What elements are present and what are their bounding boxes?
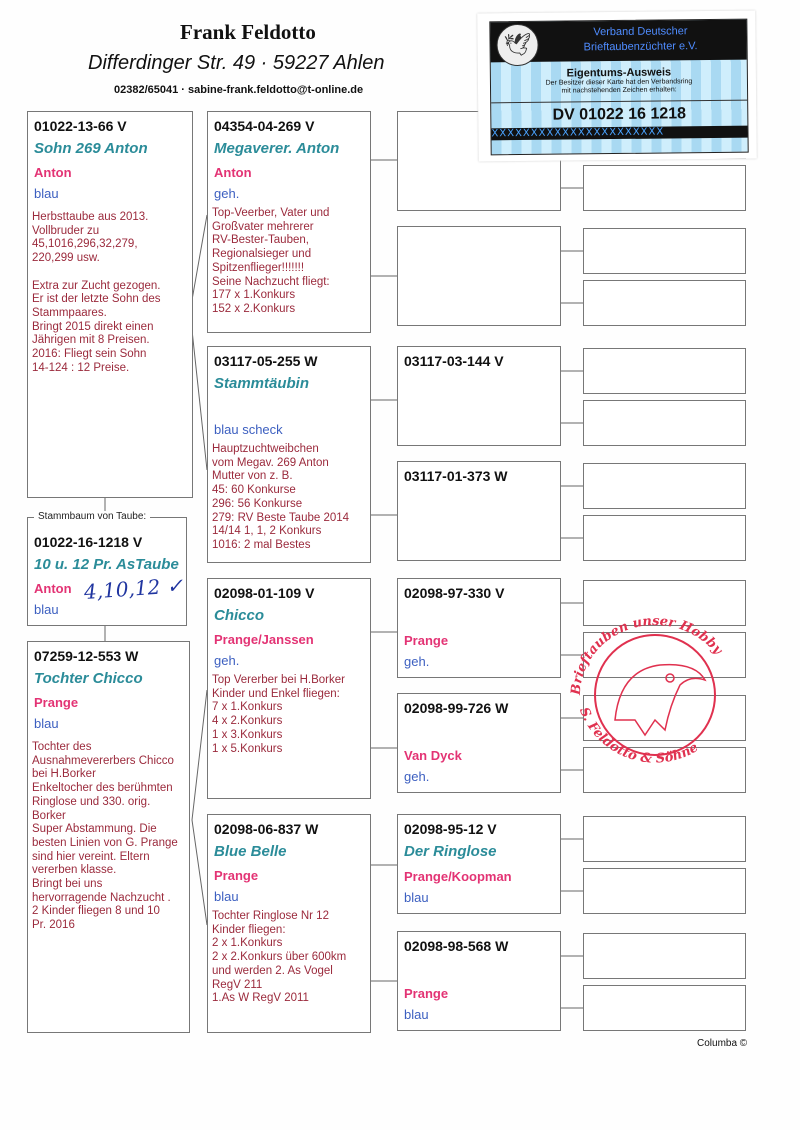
subject-card <box>27 517 187 626</box>
plumage-color <box>404 537 554 552</box>
great-grandparent-card <box>397 346 561 446</box>
plumage-color <box>404 171 554 186</box>
notes: Top Vererber bei H.Borker Kinder und Enkel fliegen: 7 x 1.Konkurs 4 x 2.Konkurs 1 x 3.Konkurs 1 x 5.Konkurs <box>212 674 345 755</box>
plumage-color: blau <box>34 186 59 201</box>
ring-number: 02098-98-568 W <box>404 938 509 954</box>
plumage-color: geh. <box>214 653 240 668</box>
plumage-color: blau <box>214 889 239 904</box>
ancestor-card-empty <box>583 463 746 509</box>
breeder: Anton <box>214 165 252 180</box>
pigeon-name: Stammtäubin <box>214 375 310 392</box>
card-text-line-1: Der Besitzer dieser Karte hat den Verbandsring <box>545 78 693 87</box>
notes: Hauptzuchtweibchen vom Megav. 269 Anton Mutter von z. B. 45: 60 Konkurse 296: 56 Konkurse 279: RV Beste Taube 2014 14/14 1, 1, 2 Konkurs 1016: 2 mal Bestes <box>212 443 350 551</box>
pigeon-name: Megaverer. Anton <box>214 140 340 157</box>
plumage-color: geh. <box>214 186 240 201</box>
ancestor-card-empty <box>583 933 746 979</box>
great-grandparent-card <box>397 226 561 326</box>
plumage-color <box>404 422 554 437</box>
eagle-head-icon <box>615 665 705 735</box>
plumage-color <box>404 286 554 301</box>
plumage-color: blau scheck <box>214 422 283 437</box>
ring-number: 02098-95-12 V <box>404 821 497 837</box>
association-name <box>550 24 730 56</box>
association-line-2: Brieftaubenzüchter e.V. <box>583 40 698 54</box>
grandparent-card <box>207 111 371 333</box>
breeder: Van Dyck <box>404 748 462 763</box>
plumage-color: blau <box>34 716 59 731</box>
ring-number: 01022-16-1218 V <box>34 534 143 550</box>
breeder <box>214 400 364 416</box>
notes: Top-Veerber, Vater und Großvater mehrerer RV-Bester-Tauben, Regionalsieger und Spitzenflieger!!!!!!! Seine Nachzucht fliegt: 177 x 1.Konkurs 152 x 2.Konkurs <box>212 207 330 315</box>
association-line-1: Verband Deutscher <box>593 25 688 39</box>
dam-card <box>27 641 190 1033</box>
card-title: Eigentums-Ausweis <box>566 66 672 80</box>
plumage-color: geh. <box>404 769 430 784</box>
great-grandparent-card <box>397 578 561 678</box>
grandparent-card <box>207 814 371 1033</box>
pigeon-name <box>404 607 554 625</box>
pigeon-name: 10 u. 12 Pr. AsTaube <box>34 556 179 573</box>
plumage-color: blau <box>34 602 59 617</box>
ring-number: 07259-12-553 W <box>34 648 139 664</box>
ancestor-card-empty <box>583 228 746 274</box>
owner-address: Differdinger Str. 49 · 59227 Ahlen <box>88 52 385 74</box>
dove-logo-icon: 🕊 <box>496 24 538 66</box>
breeder: Prange <box>404 986 449 1001</box>
breeder <box>404 516 554 531</box>
great-grandparent-card <box>397 461 561 561</box>
breeder: Prange <box>214 868 259 883</box>
plumage-color: geh. <box>404 654 430 669</box>
ring-number: 01022-13-66 V <box>34 118 127 134</box>
card-text <box>491 78 747 97</box>
pigeon-name <box>404 375 554 393</box>
pigeon-name: Blue Belle <box>214 843 287 860</box>
breeder: Prange/Koopman <box>404 869 512 884</box>
ring-number: 03117-03-144 V <box>404 353 504 369</box>
ancestor-card-empty <box>583 280 746 326</box>
breeder: Prange <box>34 695 79 710</box>
pigeon-name: Sohn 269 Anton <box>34 140 148 157</box>
card-pattern-band: ⅩⅩⅩⅩⅩⅩⅩⅩⅩⅩⅩⅩⅩⅩⅩⅩⅩⅩⅩⅩⅩⅩ <box>491 126 747 141</box>
plumage-color: blau <box>404 890 429 905</box>
subject-legend: Stammbaum von Taube: <box>34 511 150 522</box>
ancestor-card-empty <box>583 348 746 394</box>
breeder: Prange/Janssen <box>214 632 314 647</box>
stamp-top-text: Brieftauben unser Hobby <box>568 613 726 696</box>
breeder <box>404 401 554 416</box>
ring-number: 02098-01-109 V <box>214 585 315 601</box>
breeder: Anton <box>34 165 72 180</box>
ancestor-card-empty <box>583 400 746 446</box>
pigeon-name: Tochter Chicco <box>34 670 143 687</box>
ancestor-card-empty <box>583 868 746 914</box>
ring-number: 04354-04-269 V <box>214 118 315 134</box>
pigeon-name: Der Ringlose <box>404 843 497 860</box>
plumage-color: blau <box>404 1007 429 1022</box>
ancestor-card-empty <box>583 985 746 1031</box>
owner-name: Frank Feldotto <box>180 20 316 44</box>
pigeon-name <box>404 960 554 978</box>
card-ring-number: DV 01022 16 1218 <box>491 100 747 126</box>
card-text-line-2: mit nachstehenden Zeichen erhalten: <box>561 86 677 95</box>
pigeon-name <box>404 239 554 257</box>
ring-number: 03117-05-255 W <box>214 353 318 369</box>
svg-text:Brieftauben unser Hobby <box>569 614 726 696</box>
club-stamp <box>560 610 750 780</box>
handwritten-note: 4,10,12 ✓ <box>83 573 185 604</box>
great-grandparent-card <box>397 693 561 793</box>
svg-text:S. Feldotto & Söhne <box>576 705 701 766</box>
ring-number: 02098-97-330 V <box>404 585 505 601</box>
ring-number: 03117-01-373 W <box>404 468 508 484</box>
grandparent-card <box>207 578 371 799</box>
ancestor-card-empty <box>583 816 746 862</box>
notes: Tochter des Ausnahmevererbers Chicco bei H.Borker Enkeltocher des berühmten Ringlose und 330. orig. Borker Super Abstammung. Die besten Linien von G. Prange sind hier vereint. Eltern vererben klasse. Bringt bei uns hervorragende Nachzucht . 2 Kinder fliegen 8 und 10 Pr. 2016 <box>32 741 178 932</box>
owner-contact: 02382/65041 · sabine-frank.feldotto@t-online.de <box>114 84 364 96</box>
breeder <box>404 265 554 280</box>
pigeon-name <box>404 722 554 740</box>
pigeon-name <box>404 490 554 508</box>
breeder: Prange <box>404 633 449 648</box>
notes: Herbsttaube aus 2013. Vollbruder zu 45,1016,296,32,279, 220,299 usw. Extra zur Zucht gezogen. Er ist der letzte Sohn des Stammpaares. Bringt 2015 direkt einen Jährigen mit 8 Preisen. 2016: Fliegt sein Sohn 14-124 : 12 Preise. <box>32 211 161 374</box>
pigeon-name: Chicco <box>214 607 265 624</box>
great-grandparent-card <box>397 931 561 1031</box>
sire-card <box>27 111 193 498</box>
ownership-card <box>477 11 757 162</box>
ring-number: 02098-06-837 W <box>214 821 319 837</box>
grandparent-card <box>207 346 371 563</box>
notes: Tochter Ringlose Nr 12 Kinder fliegen: 2 x 1.Konkurs 2 x 2.Konkurs über 600km und werden 2. As Vogel RegV 211 1.As W RegV 2011 <box>212 910 347 1005</box>
ancestor-card-empty <box>583 515 746 561</box>
ring-number: 02098-99-726 W <box>404 700 509 716</box>
great-grandparent-card <box>397 814 561 914</box>
copyright: Columba © <box>697 1038 748 1049</box>
stamp-bottom-text: S. Feldotto & Söhne <box>575 705 701 767</box>
breeder: Anton <box>34 581 72 596</box>
ancestor-card-empty <box>583 165 746 211</box>
